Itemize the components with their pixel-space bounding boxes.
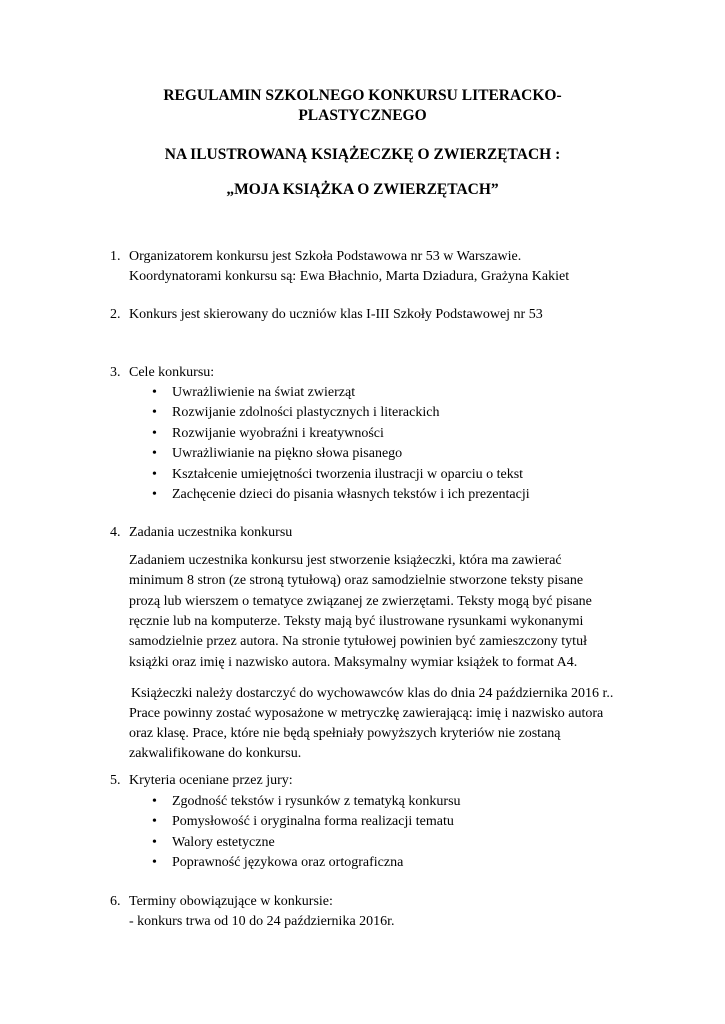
list-item: Walory estetyczne <box>172 835 275 850</box>
section-text: Kryteria oceniane przez jury: <box>129 773 293 788</box>
list-item: Rozwijanie wyobraźni i kreatywności <box>172 426 384 441</box>
paragraph-line: prozą lub wierszem o tematyce związanej ze zwierzętami. Teksty mogą być pisane <box>129 594 592 609</box>
paragraph-line: oraz klasę. Prace, które nie będą spełniały powyższych kryteriów nie zostaną <box>129 726 561 741</box>
bullet-icon: • <box>152 487 157 502</box>
list-item: Rozwijanie zdolności plastycznych i literackich <box>172 405 440 420</box>
bullet-icon: • <box>152 835 157 850</box>
list-item: Uwrażliwianie na piękno słowa pisanego <box>172 446 403 461</box>
section-number: 5. <box>110 773 121 788</box>
paragraph-line: Prace powinny zostać wyposażone w metryczkę zawierającą: imię i nazwisko autora <box>129 706 604 721</box>
section-text: Organizatorem konkursu jest Szkoła Podstawowa nr 53 w Warszawie. <box>129 249 522 264</box>
section-number: 3. <box>110 365 121 380</box>
list-item: Uwrażliwienie na świat zwierząt <box>172 385 356 400</box>
section-number: 1. <box>110 249 121 264</box>
list-item: Pomysłowość i oryginalna forma realizacji tematu <box>172 814 454 829</box>
bullet-icon: • <box>152 794 157 809</box>
paragraph-line: zakwalifikowane do konkursu. <box>129 746 302 761</box>
section-text: Terminy obowiązujące w konkursie: <box>129 894 333 909</box>
paragraph-line: ręcznie lub na komputerze. Teksty mają być ilustrowane rysunkami wykonanymi <box>129 614 584 629</box>
list-item: Poprawność językowa oraz ortograficzna <box>172 855 404 870</box>
section-text: Zadania uczestnika konkursu <box>129 525 293 540</box>
paragraph-line: Zadaniem uczestnika konkursu jest stworzenie książeczki, która ma zawierać <box>129 553 562 568</box>
bullet-icon: • <box>152 855 157 870</box>
paragraph-line: samodzielnie przez autora. Na stronie tytułowej powinien być zamieszczony tytuł <box>129 634 587 649</box>
section-number: 6. <box>110 894 121 909</box>
section-number: 4. <box>110 525 121 540</box>
paragraph-line: minimum 8 stron (ze stroną tytułową) oraz samodzielnie stworzone teksty pisane <box>129 573 584 588</box>
section-text: Cele konkursu: <box>129 365 215 380</box>
document-title-line-1: REGULAMIN SZKOLNEGO KONKURSU LITERACKO- <box>163 87 562 104</box>
bullet-icon: • <box>152 385 157 400</box>
bullet-icon: • <box>152 467 157 482</box>
book-title: „MOJA KSIĄŻKA O ZWIERZĘTACH” <box>226 181 499 198</box>
section-text: Konkurs jest skierowany do uczniów klas I-III Szkoły Podstawowej nr 53 <box>129 307 543 322</box>
list-item: Kształcenie umiejętności tworzenia ilustracji w oparciu o tekst <box>172 467 524 482</box>
bullet-icon: • <box>152 446 157 461</box>
section-number: 2. <box>110 307 121 322</box>
paragraph-line: książki oraz imię i nazwisko autora. Maksymalny wymiar książek to format A4. <box>129 655 578 670</box>
list-item: Zgodność tekstów i rysunków z tematyką konkursu <box>172 794 461 809</box>
paragraph-line: Książeczki należy dostarczyć do wychowawców klas do dnia 24 października 2016 r.. <box>131 686 614 701</box>
bullet-icon: • <box>152 426 157 441</box>
list-item: Zachęcenie dzieci do pisania własnych tekstów i ich prezentacji <box>172 487 530 502</box>
section-text: Koordynatorami konkursu są: Ewa Błachnio, Marta Dziadura, Grażyna Kakiet <box>129 269 570 284</box>
section-text: - konkurs trwa od 10 do 24 października 2016r. <box>129 914 395 929</box>
document-title-line-2: PLASTYCZNEGO <box>298 107 427 124</box>
document-subtitle: NA ILUSTROWANĄ KSIĄŻECZKĘ O ZWIERZĘTACH : <box>164 146 561 163</box>
bullet-icon: • <box>152 405 157 420</box>
bullet-icon: • <box>152 814 157 829</box>
